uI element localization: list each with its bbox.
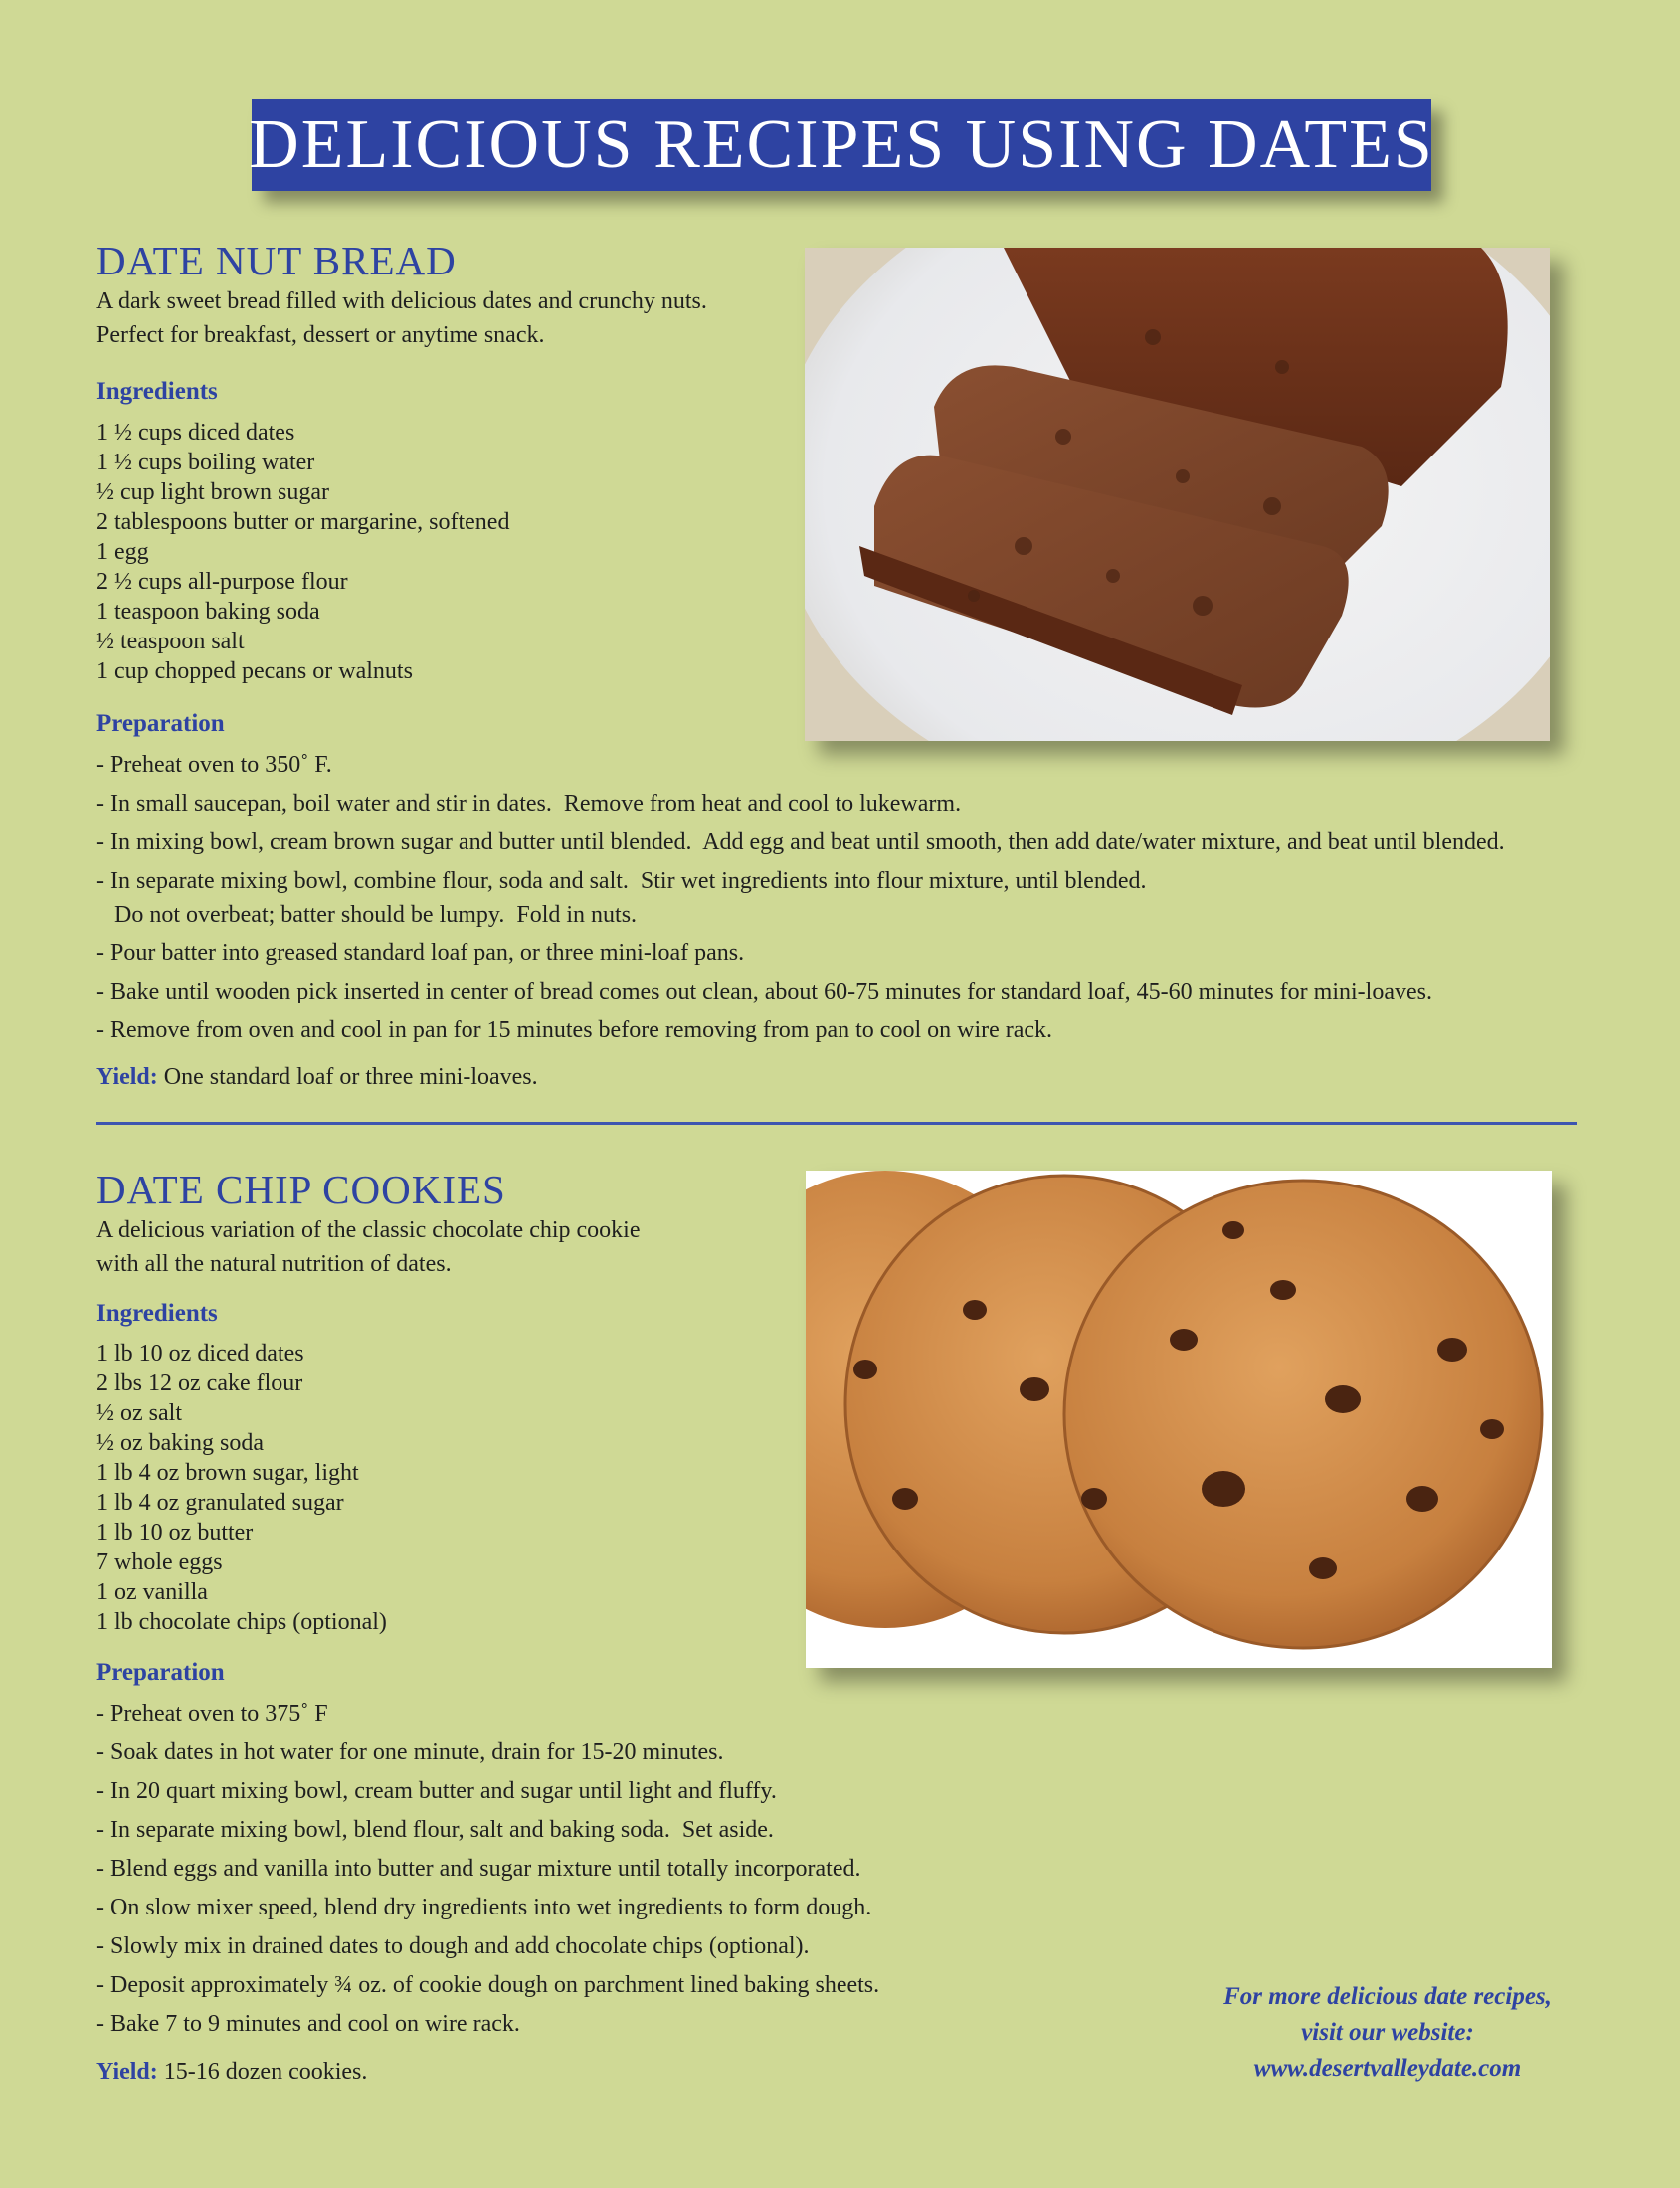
ingredient-item: 1 egg <box>96 539 149 565</box>
ingredient-item: ½ oz baking soda <box>96 1430 264 1456</box>
website-line: visit our website: <box>1301 2019 1474 2046</box>
ingredient-item: 7 whole eggs <box>96 1550 223 1575</box>
preparation-step: - Slowly mix in drained dates to dough and add chocolate chips (optional). <box>96 1933 810 1959</box>
ingredient-item: 1 cup chopped pecans or walnuts <box>96 658 413 684</box>
preparation-step: - Preheat oven to 375˚ F <box>96 1701 328 1727</box>
recipe2-preparation-list <box>96 1697 879 2046</box>
recipe2-title: DATE CHIP COOKIES <box>96 1167 506 1212</box>
preparation-step: - Blend eggs and vanilla into butter and sugar mixture until totally incorporated. <box>96 1856 861 1882</box>
website-link[interactable]: www.desertvalleydate.com <box>1253 2055 1522 2082</box>
ingredient-item: 1 lb chocolate chips (optional) <box>96 1609 387 1635</box>
website-line: For more delicious date recipes, <box>1223 1983 1552 2010</box>
preparation-step: - Soak dates in hot water for one minute, drain for 15-20 minutes. <box>96 1739 724 1765</box>
recipe1-description <box>96 284 707 352</box>
ingredient-item: 1 ½ cups diced dates <box>96 420 295 446</box>
ingredient-item: 1 lb 10 oz diced dates <box>96 1341 304 1367</box>
recipe1-preparation-heading: Preparation <box>96 710 225 737</box>
recipe2-description-line: with all the natural nutrition of dates. <box>96 1251 452 1277</box>
preparation-step: - Bake until wooden pick inserted in center of bread comes out clean, about 60-75 minutes for standard loaf, 45-60 minutes for mini-loaves. <box>96 979 1432 1004</box>
recipe2-description <box>96 1213 640 1281</box>
preparation-step: - In separate mixing bowl, combine flour, soda and salt. Stir wet ingredients into flour mixture, until blended. Do not overbeat; batter should be lumpy. Fold in nuts. <box>96 868 1147 928</box>
recipe2-yield <box>96 2059 367 2086</box>
recipe1-ingredients-list <box>96 418 509 686</box>
ingredient-item: ½ teaspoon salt <box>96 629 245 654</box>
preparation-step: - In separate mixing bowl, blend flour, salt and baking soda. Set aside. <box>96 1817 774 1843</box>
recipe1-preparation-list <box>96 748 1505 1052</box>
preparation-step: - Deposit approximately ¾ oz. of cookie dough on parchment lined baking sheets. <box>96 1972 880 1998</box>
ingredient-item: 1 teaspoon baking soda <box>96 599 320 625</box>
yield-label: Yield: <box>96 1064 158 1090</box>
website-callout <box>1169 1979 1606 2087</box>
recipe1-yield <box>96 1064 538 1091</box>
preparation-step: - In mixing bowl, cream brown sugar and butter until blended. Add egg and beat until smooth, then add date/water mixture, and beat until blended. <box>96 829 1505 855</box>
recipe2-ingredients-heading: Ingredients <box>96 1300 218 1327</box>
title-banner <box>249 99 1434 191</box>
ingredient-item: 2 ½ cups all-purpose flour <box>96 569 348 595</box>
recipe1-description-line: Perfect for breakfast, dessert or anytime snack. <box>96 322 545 348</box>
yield-value: 15-16 dozen cookies. <box>163 2059 368 2085</box>
date-chip-cookies-photo <box>806 1171 1552 1668</box>
ingredient-item: 2 lbs 12 oz cake flour <box>96 1370 303 1396</box>
preparation-step: - On slow mixer speed, blend dry ingredients into wet ingredients to form dough. <box>96 1895 872 1920</box>
cookies-image <box>806 1171 1552 1668</box>
recipe1-description-line: A dark sweet bread filled with delicious dates and crunchy nuts. <box>96 288 707 314</box>
page-title: DELICIOUS RECIPES USING DATES <box>249 106 1434 183</box>
date-nut-bread-photo <box>805 248 1550 741</box>
recipe1-ingredients-heading: Ingredients <box>96 378 218 405</box>
yield-value: One standard loaf or three mini-loaves. <box>163 1064 538 1090</box>
preparation-step: - Pour batter into greased standard loaf pan, or three mini-loaf pans. <box>96 940 745 966</box>
recipe2-ingredients-list <box>96 1339 387 1637</box>
ingredient-item: 1 lb 10 oz butter <box>96 1520 254 1546</box>
section-divider <box>96 1122 1577 1125</box>
recipe2-preparation-heading: Preparation <box>96 1659 225 1686</box>
ingredient-item: 1 ½ cups boiling water <box>96 450 315 475</box>
ingredient-item: 1 oz vanilla <box>96 1579 208 1605</box>
preparation-step: - Bake 7 to 9 minutes and cool on wire rack. <box>96 2011 520 2037</box>
ingredient-item: ½ cup light brown sugar <box>96 479 329 505</box>
preparation-step: - In 20 quart mixing bowl, cream butter and sugar until light and fluffy. <box>96 1778 777 1804</box>
bread-image <box>805 248 1550 741</box>
recipe1-title: DATE NUT BREAD <box>96 238 457 283</box>
recipe2-description-line: A delicious variation of the classic chocolate chip cookie <box>96 1217 641 1243</box>
preparation-step: - Preheat oven to 350˚ F. <box>96 752 332 778</box>
ingredient-item: 2 tablespoons butter or margarine, softened <box>96 509 510 535</box>
ingredient-item: ½ oz salt <box>96 1400 182 1426</box>
preparation-step: - In small saucepan, boil water and stir in dates. Remove from heat and cool to lukewarm. <box>96 791 962 817</box>
preparation-step: - Remove from oven and cool in pan for 15 minutes before removing from pan to cool on wire rack. <box>96 1017 1053 1043</box>
ingredient-item: 1 lb 4 oz granulated sugar <box>96 1490 344 1516</box>
yield-label: Yield: <box>96 2059 158 2085</box>
ingredient-item: 1 lb 4 oz brown sugar, light <box>96 1460 359 1486</box>
